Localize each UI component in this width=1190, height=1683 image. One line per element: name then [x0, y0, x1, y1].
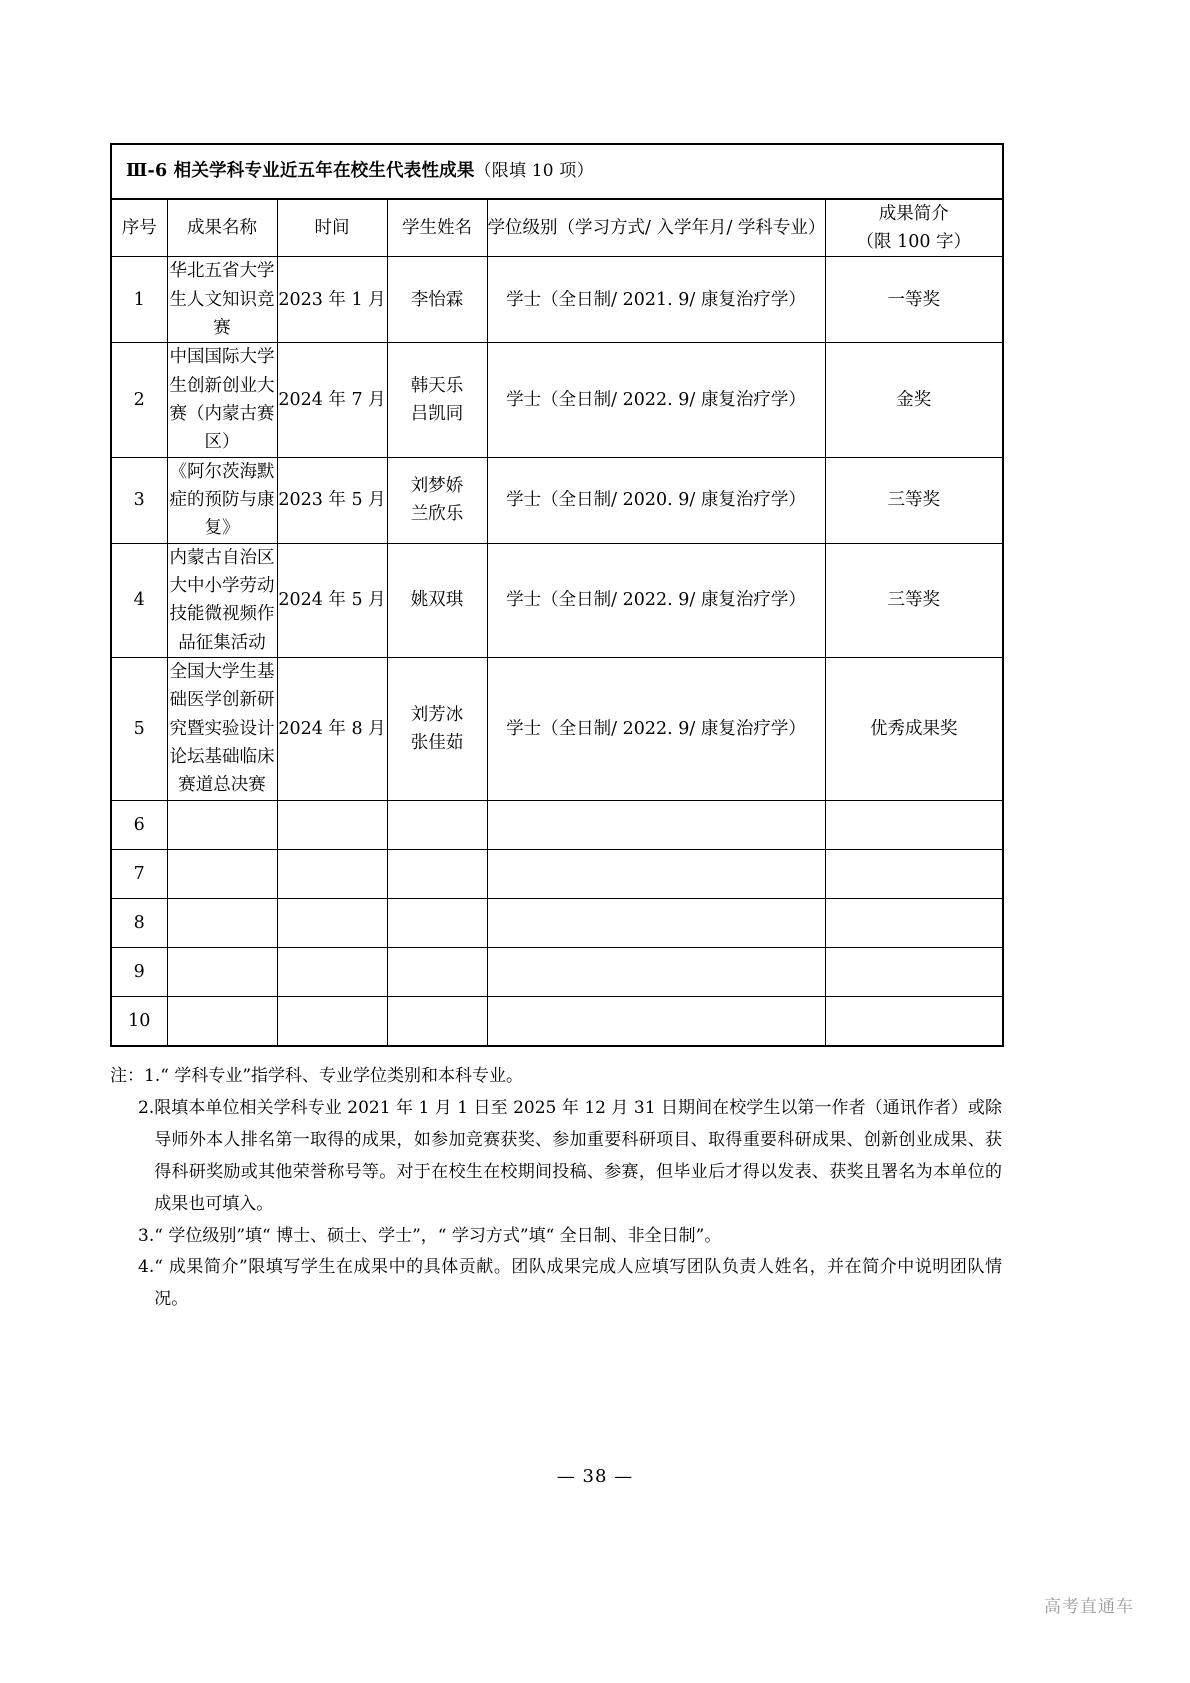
table-row: [111, 947, 1003, 996]
table-body: [111, 257, 1003, 1046]
brief: 三等奖: [825, 543, 1003, 657]
note-marker-2: 2.: [138, 1097, 155, 1118]
table-title: [111, 144, 1003, 199]
student: [387, 800, 487, 849]
table-row: [111, 898, 1003, 947]
table-row: [111, 849, 1003, 898]
student: 刘芳冰 张佳茹: [387, 658, 487, 801]
note-item-2: [110, 1093, 1002, 1221]
table-row: [111, 457, 1003, 543]
no: 1: [111, 257, 167, 343]
column-header-name: 成果名称: [167, 199, 277, 257]
student: [387, 996, 487, 1046]
brief: [825, 947, 1003, 996]
time: 2024 年 8 月: [277, 658, 387, 801]
name: 《阿尔茨海默症的预防与康复》: [167, 457, 277, 543]
note-marker-4: 4.: [138, 1257, 155, 1278]
notes-label: 注：1.: [110, 1065, 161, 1086]
time: 2023 年 1 月: [277, 257, 387, 343]
brief: [825, 996, 1003, 1046]
table-row: [111, 343, 1003, 457]
brief: 三等奖: [825, 457, 1003, 543]
brief: 一等奖: [825, 257, 1003, 343]
table-row: [111, 658, 1003, 801]
note-text-3: “ 学位级别”填“ 博士、硕士、学士”，“ 学习方式”填“ 全日制、非全日制”。: [154, 1225, 722, 1246]
table-header-row: [111, 199, 1003, 257]
no: 10: [111, 996, 167, 1046]
no: 5: [111, 658, 167, 801]
name: [167, 800, 277, 849]
name: 内蒙古自治区大中小学劳动技能微视频作品征集活动: [167, 543, 277, 657]
column-header-degree: 学位级别（学习方式/ 入学年月/ 学科专业）: [487, 199, 825, 257]
note-text-1: “ 学科专业”指学科、专业学位类别和本科专业。: [160, 1065, 524, 1086]
brief: [825, 898, 1003, 947]
table-title-row: [111, 144, 1003, 199]
note-item-3: [110, 1221, 1002, 1253]
name: [167, 996, 277, 1046]
no: 8: [111, 898, 167, 947]
time: [277, 898, 387, 947]
table-row: [111, 800, 1003, 849]
time: [277, 849, 387, 898]
watermark: 高考直通车: [1044, 1597, 1134, 1617]
note-item-1: [110, 1061, 1002, 1093]
name: 中国国际大学生创新创业大赛（内蒙古赛区）: [167, 343, 277, 457]
column-header-brief-line2: （限 100 字）: [856, 231, 972, 252]
note-text-4: “ 成果简介”限填写学生在成果中的具体贡献。团队成果完成人应填写团队负责人姓名，并在简介中说明团队情况。: [154, 1257, 1002, 1310]
degree: [487, 800, 825, 849]
table-row: [111, 996, 1003, 1046]
column-header-brief-line1: 成果简介: [878, 203, 949, 224]
brief: 金奖: [825, 343, 1003, 457]
achievements-table: [110, 143, 1004, 1047]
name: 华北五省大学生人文知识竞赛: [167, 257, 277, 343]
student: 韩天乐 吕凯同: [387, 343, 487, 457]
degree: [487, 947, 825, 996]
time: 2024 年 7 月: [277, 343, 387, 457]
student: 姚双琪: [387, 543, 487, 657]
no: 6: [111, 800, 167, 849]
student: 李怡霖: [387, 257, 487, 343]
brief: [825, 800, 1003, 849]
degree: 学士（全日制/ 2022. 9/ 康复治疗学）: [487, 343, 825, 457]
time: [277, 996, 387, 1046]
degree: [487, 849, 825, 898]
brief: 优秀成果奖: [825, 658, 1003, 801]
no: 2: [111, 343, 167, 457]
table-row: [111, 257, 1003, 343]
student: [387, 849, 487, 898]
student: [387, 898, 487, 947]
degree: 学士（全日制/ 2021. 9/ 康复治疗学）: [487, 257, 825, 343]
time: [277, 947, 387, 996]
note-text-2: 限填本单位相关学科专业 2021 年 1 月 1 日至 2025 年 12 月 31 日期间在校学生以第一作者（通讯作者）或除导师外本人排名第一取得的成果，如参加竞赛获奖、参加重要科研项目、取得重要科研成果、创新创业成果、获得科研奖励或其他荣誉称号等。对于在校生在校期间投稿、参赛，但毕业后才得以发表、获奖且署名为本单位的成果也可填入。: [154, 1097, 1002, 1214]
column-header-time: 时间: [277, 199, 387, 257]
degree: 学士（全日制/ 2022. 9/ 康复治疗学）: [487, 658, 825, 801]
no: 7: [111, 849, 167, 898]
column-header-student: 学生姓名: [387, 199, 487, 257]
no: 3: [111, 457, 167, 543]
name: 全国大学生基础医学创新研究暨实验设计论坛基础临床赛道总决赛: [167, 658, 277, 801]
table-row: [111, 543, 1003, 657]
column-header-no: 序号: [111, 199, 167, 257]
page-number: — 38 —: [556, 1466, 634, 1487]
time: 2023 年 5 月: [277, 457, 387, 543]
name: [167, 898, 277, 947]
no: 4: [111, 543, 167, 657]
form-sheet: [110, 143, 1002, 1316]
note-marker-3: 3.: [138, 1225, 155, 1246]
student: 刘梦娇 兰欣乐: [387, 457, 487, 543]
degree: [487, 898, 825, 947]
degree: 学士（全日制/ 2020. 9/ 康复治疗学）: [487, 457, 825, 543]
note-item-4: [110, 1252, 1002, 1316]
time: [277, 800, 387, 849]
brief: [825, 849, 1003, 898]
no: 9: [111, 947, 167, 996]
time: 2024 年 5 月: [277, 543, 387, 657]
student: [387, 947, 487, 996]
name: [167, 947, 277, 996]
table-title-main: Ⅲ-6 相关学科专业近五年在校生代表性成果: [126, 161, 475, 181]
notes-block: [110, 1061, 1002, 1317]
table-title-note: （限填 10 项）: [474, 161, 594, 181]
column-header-brief: [825, 199, 1003, 257]
degree: 学士（全日制/ 2022. 9/ 康复治疗学）: [487, 543, 825, 657]
degree: [487, 996, 825, 1046]
name: [167, 849, 277, 898]
